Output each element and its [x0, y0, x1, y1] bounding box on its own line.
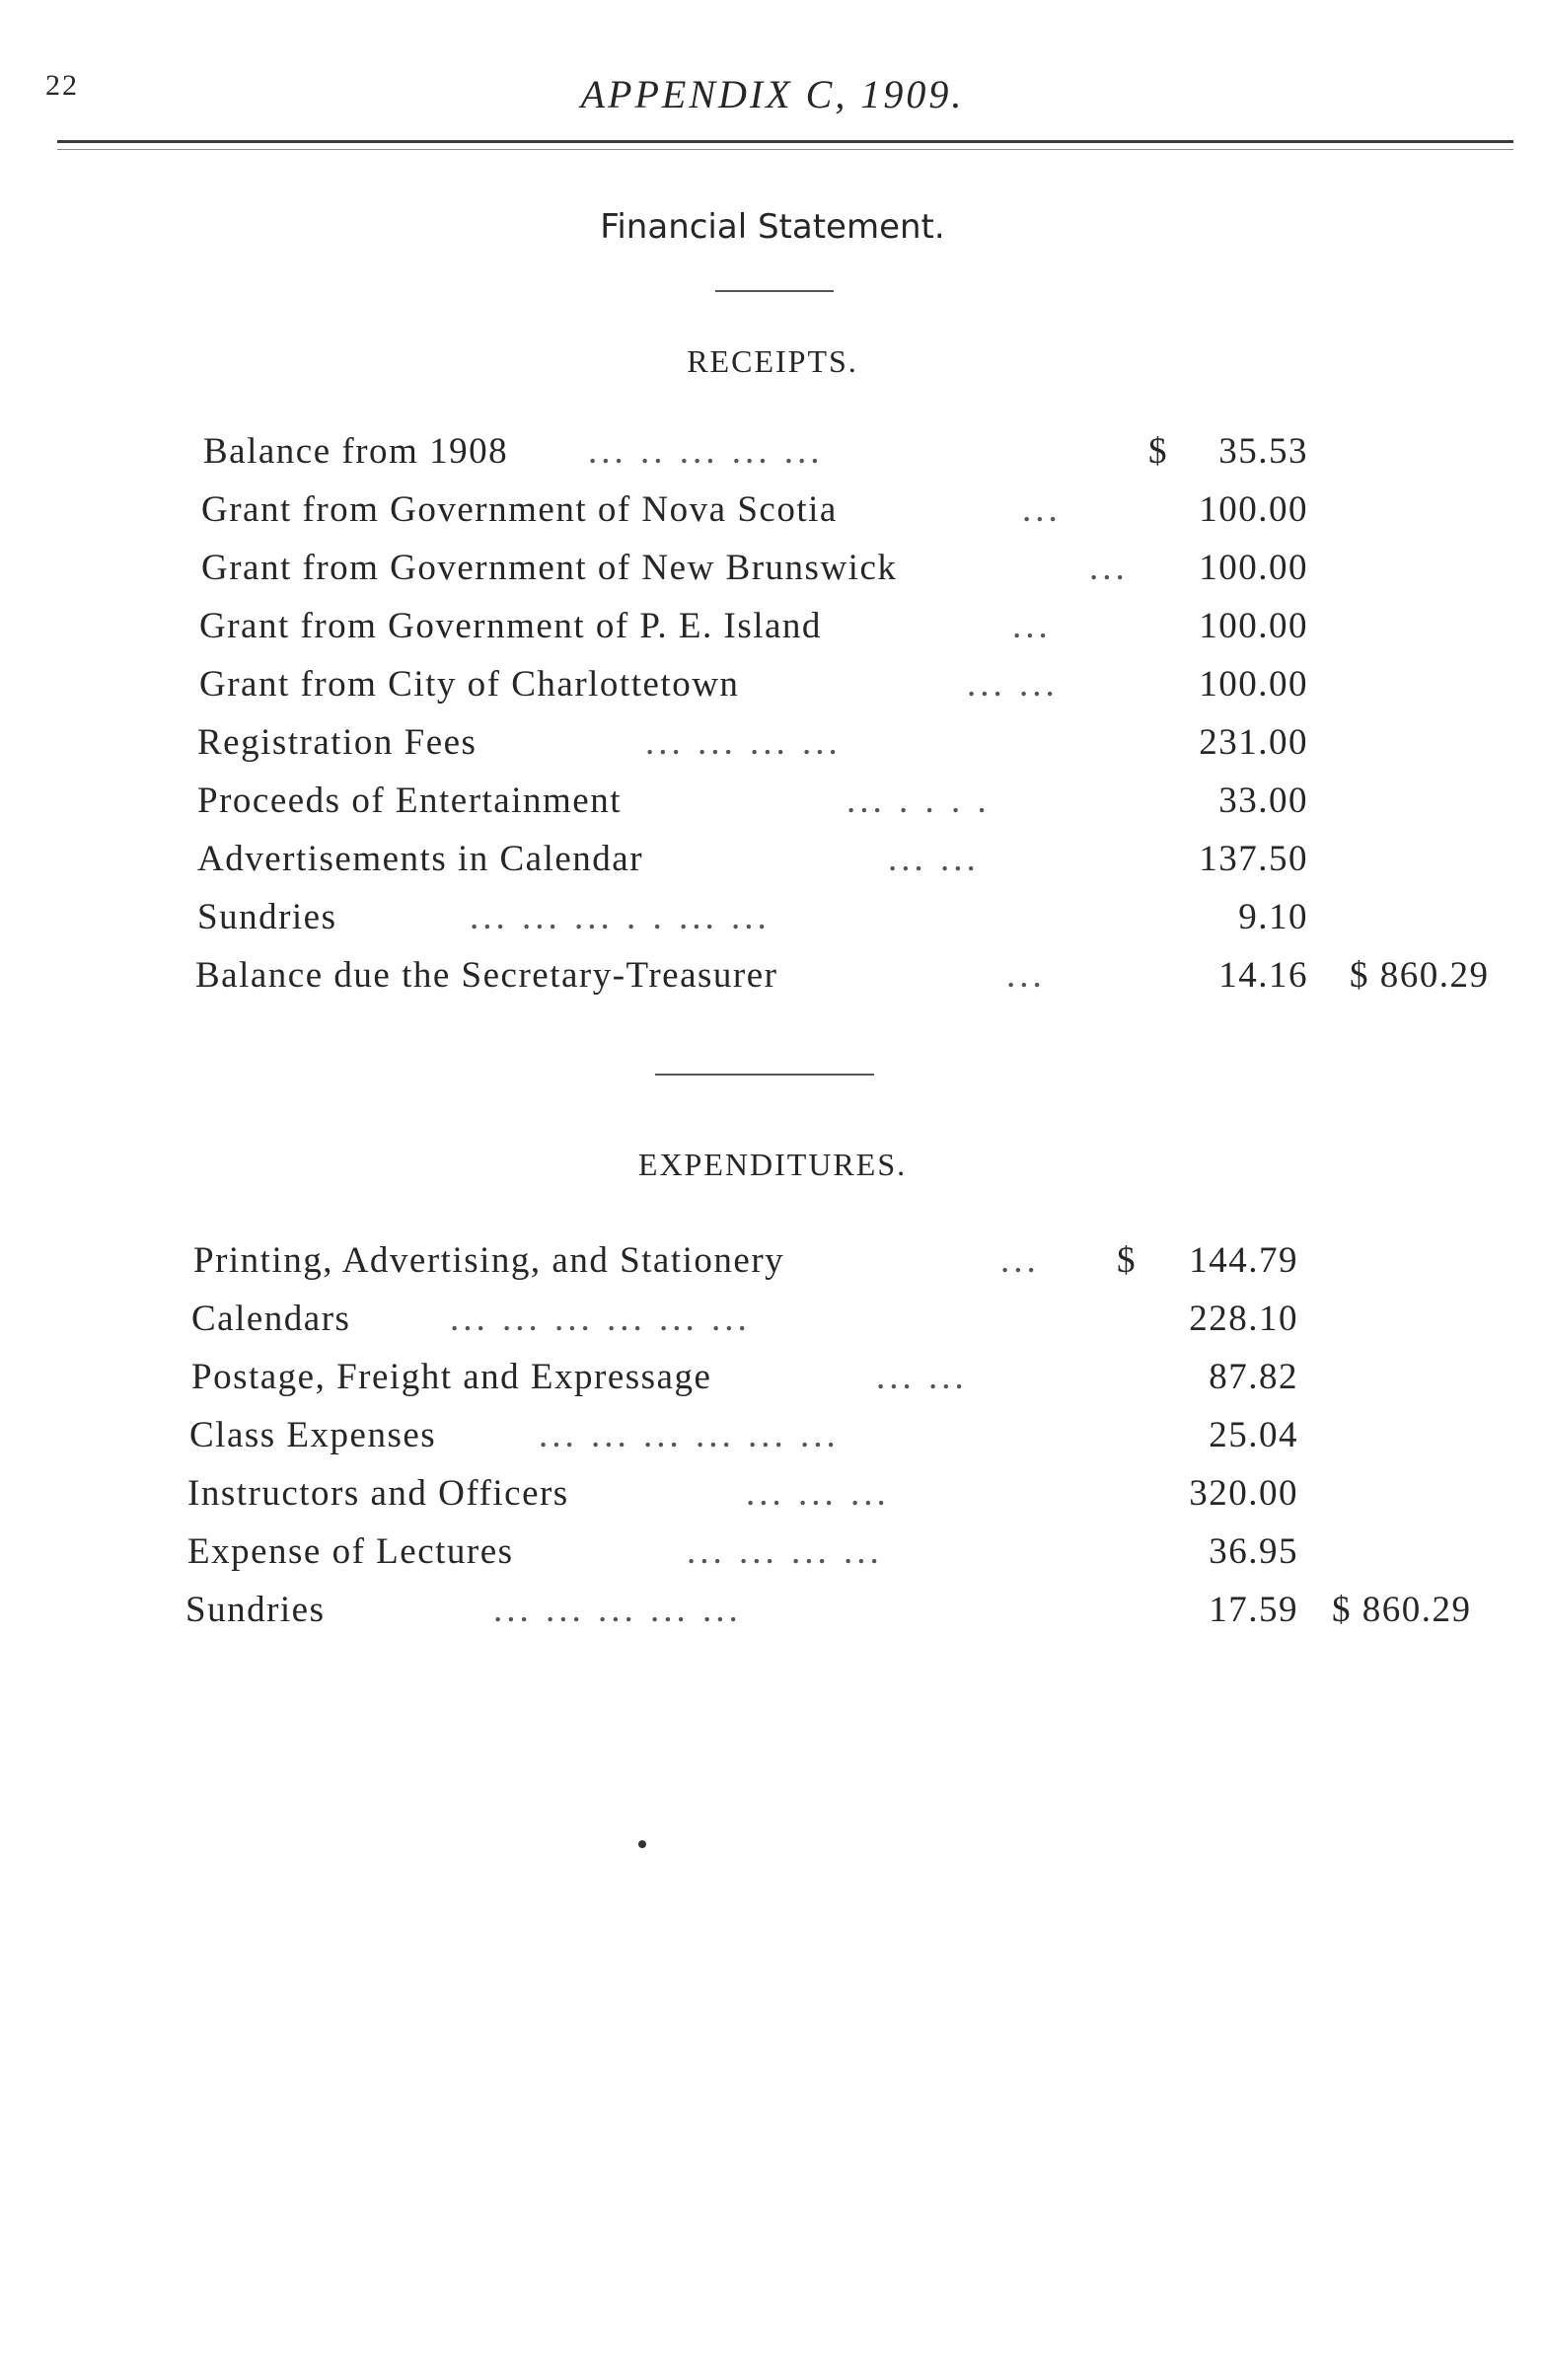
- leader-dots: ... . . . .: [846, 781, 991, 821]
- running-title: APPENDIX C, 1909.: [580, 72, 965, 116]
- table-row: [0, 663, 1545, 718]
- leader-dots: ... ...: [967, 664, 1059, 705]
- item-label: Expense of Lectures: [187, 1531, 514, 1572]
- item-amount: 231.00: [1199, 722, 1308, 763]
- table-row: [0, 780, 1545, 835]
- item-amount: 228.10: [1189, 1299, 1298, 1339]
- table-row: [0, 1298, 1545, 1353]
- leader-dots: ...: [1012, 606, 1052, 646]
- currency-symbol: $: [1117, 1240, 1137, 1281]
- leader-dots: ... ... ... ... ... ...: [539, 1415, 840, 1455]
- item-label: Printing, Advertising, and Stationery: [193, 1240, 785, 1281]
- table-row: [0, 430, 1545, 485]
- item-label: Sundries: [185, 1590, 326, 1630]
- leader-dots: ... ...: [888, 839, 980, 879]
- table-row: [0, 547, 1545, 602]
- section-divider-rule: [655, 1074, 874, 1076]
- ink-speck: [638, 1840, 646, 1848]
- item-label: Instructors and Officers: [187, 1473, 569, 1514]
- item-amount: 9.10: [1238, 897, 1308, 937]
- item-label: Balance from 1908: [203, 431, 509, 472]
- item-amount: 87.82: [1209, 1357, 1298, 1397]
- item-label: Advertisements in Calendar: [197, 839, 644, 879]
- expenditures-heading: EXPENDITURES.: [637, 1147, 908, 1182]
- item-label: Grant from Government of P. E. Island: [199, 606, 822, 646]
- item-label: Grant from Government of Nova Scotia: [201, 489, 838, 530]
- leader-dots: ... ... ... ...: [687, 1531, 883, 1572]
- table-row: [0, 1414, 1545, 1469]
- leader-dots: ...: [1022, 489, 1062, 530]
- item-amount: 100.00: [1199, 606, 1308, 646]
- item-amount: 17.59: [1209, 1590, 1298, 1630]
- leader-dots: ...: [1089, 548, 1129, 588]
- item-label: Grant from City of Charlottetown: [199, 664, 740, 705]
- leader-dots: ... ... ... ... ... ...: [450, 1299, 751, 1339]
- item-label: Calendars: [191, 1299, 351, 1339]
- leader-dots: ...: [1000, 1240, 1040, 1281]
- page-number: 22: [45, 69, 79, 102]
- table-row: [0, 1239, 1545, 1295]
- table-row: [0, 838, 1545, 893]
- item-label: Class Expenses: [189, 1415, 437, 1455]
- table-row: [0, 1530, 1545, 1586]
- table-row: [0, 1356, 1545, 1411]
- item-label: Balance due the Secretary-Treasurer: [195, 955, 778, 996]
- item-amount: 144.79: [1189, 1240, 1298, 1281]
- table-row: [0, 1472, 1545, 1527]
- table-row: [0, 605, 1545, 660]
- item-amount: 36.95: [1209, 1531, 1298, 1572]
- table-row: [0, 896, 1545, 951]
- item-label: Grant from Government of New Brunswick: [201, 548, 898, 588]
- item-amount: 100.00: [1199, 548, 1308, 588]
- item-amount: 320.00: [1189, 1473, 1298, 1514]
- item-amount: 100.00: [1199, 664, 1308, 705]
- item-amount: 25.04: [1209, 1415, 1298, 1455]
- currency-symbol: $: [1148, 431, 1168, 472]
- title-rule: [715, 290, 834, 292]
- header-rule-thin: [57, 149, 1513, 150]
- item-amount: 35.53: [1218, 431, 1308, 472]
- leader-dots: ... ... ...: [746, 1473, 890, 1514]
- item-amount: 137.50: [1199, 839, 1308, 879]
- table-row: [0, 488, 1545, 544]
- leader-dots: ... ... ... ... ...: [493, 1590, 742, 1630]
- item-label: Proceeds of Entertainment: [197, 781, 622, 821]
- statement-title: Financial Statement.: [600, 207, 945, 247]
- leader-dots: ... ... ... . . ... ...: [470, 897, 771, 937]
- table-row: [0, 1589, 1545, 1644]
- item-label: Registration Fees: [197, 722, 478, 763]
- leader-dots: ... .. ... ... ...: [588, 431, 824, 472]
- header-rule: [57, 140, 1513, 143]
- leader-dots: ... ... ... ...: [645, 722, 842, 763]
- item-amount: 14.16: [1218, 955, 1308, 996]
- receipts-total: $ 860.29: [1350, 955, 1490, 996]
- receipts-heading: RECEIPTS.: [687, 343, 858, 379]
- item-label: Postage, Freight and Expressage: [191, 1357, 712, 1397]
- item-label: Sundries: [197, 897, 337, 937]
- leader-dots: ...: [1006, 955, 1046, 996]
- leader-dots: ... ...: [876, 1357, 968, 1397]
- item-amount: 100.00: [1199, 489, 1308, 530]
- expenditures-total: $ 860.29: [1332, 1590, 1472, 1630]
- table-row: [0, 954, 1545, 1009]
- table-row: [0, 721, 1545, 777]
- item-amount: 33.00: [1218, 781, 1308, 821]
